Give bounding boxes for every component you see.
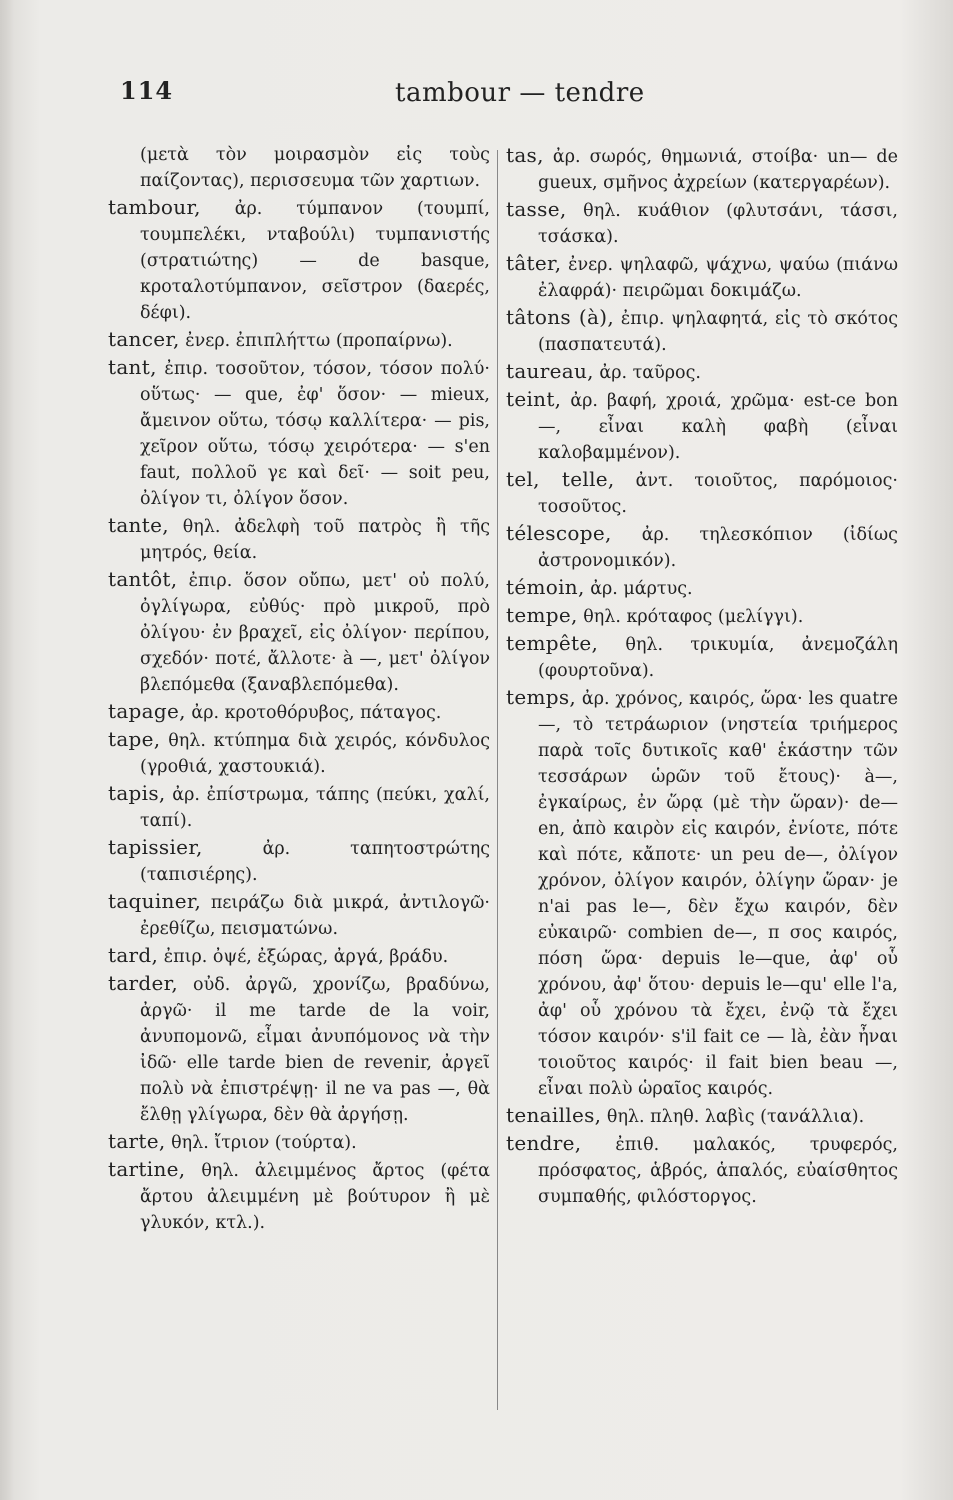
entry-definition: ἀρ. μάρτυς. bbox=[590, 579, 693, 599]
dictionary-entry bbox=[506, 1102, 898, 1130]
entry-headword: teint, bbox=[506, 387, 562, 411]
dictionary-entry bbox=[108, 942, 490, 970]
entry-definition: ἀρ. κροτοθόρυβος, πάταγος. bbox=[191, 703, 442, 723]
entry-headword: témoin, bbox=[506, 575, 585, 599]
entry-headword: tard, bbox=[108, 943, 159, 967]
page-number: 114 bbox=[120, 76, 174, 105]
dictionary-entry bbox=[108, 566, 490, 698]
dictionary-entry bbox=[108, 834, 490, 888]
entry-definition: ἐνερ. ἐπιπλήττω (προπαίρνω). bbox=[185, 331, 453, 351]
dictionary-entry bbox=[108, 512, 490, 566]
entry-headword: tartine, bbox=[108, 1157, 186, 1181]
entry-definition: ἀρ. σωρός, θημωνιά, στοίβα· un— de gueux, σμῆνος ἀχρείων (κατεργαρέων). bbox=[538, 147, 898, 193]
dictionary-entry bbox=[506, 142, 898, 196]
entry-headword: télescope, bbox=[506, 521, 612, 545]
dictionary-entry bbox=[506, 196, 898, 250]
entry-definition: ἐπιρ. ὀψέ, ἐξώρας, ἀργά, βράδυ. bbox=[163, 947, 449, 967]
entry-headword: taquiner, bbox=[108, 889, 202, 913]
entry-headword: tenailles, bbox=[506, 1103, 602, 1127]
entry-definition: ἀρ. ταῦρος. bbox=[599, 363, 701, 383]
dictionary-entry bbox=[506, 304, 898, 358]
entry-headword: tasse, bbox=[506, 197, 567, 221]
dictionary-entry bbox=[108, 1128, 490, 1156]
dictionary-entry bbox=[506, 602, 898, 630]
dictionary-entry bbox=[108, 780, 490, 834]
entry-definition: ἀντ. τοιοῦτος, παρόμοιος· τοσοῦτος. bbox=[538, 471, 898, 517]
entry-headword: tante, bbox=[108, 513, 169, 537]
entry-definition: ἀρ. τηλεσκόπιον (ἰδίως ἀστρονομικόν). bbox=[538, 525, 898, 571]
entry-definition: θηλ. ἀλειμμένος ἄρτος (φέτα ἄρτου ἀλειμμένη μὲ βούτυρον ἢ μὲ γλυκόν, κτλ.). bbox=[140, 1161, 490, 1233]
entry-headword: tant, bbox=[108, 355, 157, 379]
dictionary-entry bbox=[506, 684, 898, 1102]
entry-definition: ἐνερ. ψηλαφῶ, ψάχνω, ψαύω (πιάνω ἐλαφρά)· πειρῶμαι δοκιμάζω. bbox=[538, 255, 898, 301]
dictionary-entry bbox=[108, 888, 490, 942]
entry-headword: tempe, bbox=[506, 603, 578, 627]
right-column bbox=[506, 142, 898, 1210]
entry-definition: ἀρ. βαφή, χροιά, χρῶμα· est-ce bon —, εἶναι καλὴ φαβὴ (εἶναι καλοβαμμένον). bbox=[538, 391, 898, 463]
entry-headword: tarder, bbox=[108, 971, 178, 995]
page-fold-shadow bbox=[0, 0, 14, 1500]
dictionary-entry bbox=[506, 574, 898, 602]
dictionary-entry bbox=[108, 354, 490, 512]
entry-headword: taureau, bbox=[506, 359, 594, 383]
entry-headword: tancer, bbox=[108, 327, 180, 351]
entry-definition: θηλ. κτύπημα διὰ χειρός, κόνδυλος (γροθιά, χαστουκιά). bbox=[140, 731, 490, 777]
entry-definition: (μετὰ τὸν μοιρασμὸν εἰς τοὺς παίζοντας), περισσευμα τῶν χαρτιων. bbox=[140, 145, 490, 191]
entry-definition: ἀρ. ταπητοστρώτης (ταπισιέρης). bbox=[140, 839, 490, 885]
dictionary-entry bbox=[506, 520, 898, 574]
entry-headword: tas, bbox=[506, 143, 544, 167]
dictionary-entry bbox=[108, 326, 490, 354]
dictionary-entry bbox=[506, 386, 898, 466]
entry-definition: θηλ. ἀδελφὴ τοῦ πατρὸς ἢ τῆς μητρός, θεία. bbox=[140, 517, 490, 563]
dictionary-entry bbox=[506, 358, 898, 386]
entry-definition: ἐπιθ. μαλακός, τρυφερός, πρόσφατος, ἁβρός, ἁπαλός, εὐαίσθητος συμπαθής, φιλόστοργος. bbox=[538, 1135, 898, 1207]
left-column bbox=[108, 142, 490, 1236]
entry-headword: tapis, bbox=[108, 781, 166, 805]
entry-definition: ἐπιρ. ὅσον οὔπω, μετ' οὐ πολύ, ὀγλίγωρα, εὐθύς· πρὸ μικροῦ, πρὸ ὀλίγου· ἐν βραχεῖ, εἰς ὀλίγον· περίπου, σχεδόν· ποτέ, ἄλλοτε· à —, μετ' ὀλίγον βλεπόμεθα (ξαναβλεπόμεθα). bbox=[140, 571, 490, 695]
entry-definition: ἀρ. τύμπανον (τουμπί, τουμπελέκι, νταβούλι) τυμπανιστής (στρατιώτης) — de basque, κροταλοτύμπανον, σεῖστρον (δαερές, δέφι). bbox=[140, 199, 490, 323]
entry-headword: tape, bbox=[108, 727, 161, 751]
dictionary-entry bbox=[108, 194, 490, 326]
entry-headword: temps, bbox=[506, 685, 577, 709]
entry-definition: ἀρ. χρόνος, καιρός, ὥρα· les quatre—, τὸ τετράωριον (νηστεία τριήμερος παρὰ τοῖς δυτικοῖς καθ' ἑκάστην τῶν τεσσάρων ὡρῶν τοῦ ἔτους)· à—, ἐγκαίρως, ἐν ὥρᾳ (μὲ τὴν ὥραν)· de—en, ἀπὸ καιρὸν εἰς καιρόν, ἐνίοτε, πότε καὶ πότε, κἄποτε· un peu de—, ὀλίγον χρόνον, ὀλίγον καιρόν, ὀλίγην ὥραν· je n'ai pas le—, δὲν ἔχω καιρόν, δὲν εὐκαιρῶ· combien de—, π σος καιρός, πόση ὥρα· depuis le—que, ἀφ' οὗ χρόνου, ἀφ' ὅτου· depuis le—qu' elle l'a, ἀφ' οὗ χρόνου τὰ ἔχει, ἐνῷ τὰ ἔχει τόσον καιρόν· s'il fait ce — là, ἐὰν ἦναι τοιοῦτος καιρός· il fait bien beau —, εἶναι πολὺ ὡραῖος καιρός. bbox=[538, 689, 898, 1099]
dictionary-entry bbox=[506, 250, 898, 304]
entry-headword: tel, telle, bbox=[506, 467, 615, 491]
entry-headword: tendre, bbox=[506, 1131, 582, 1155]
entry-headword: tâter, bbox=[506, 251, 562, 275]
dictionary-entry bbox=[506, 1130, 898, 1210]
entry-definition: θηλ. πληθ. λαβὶς (τανάλλια). bbox=[606, 1107, 865, 1127]
dictionary-entry bbox=[108, 142, 490, 194]
entry-definition: ἐπιρ. ψηλαφητά, εἰς τὸ σκότος (πασπατευτά). bbox=[538, 309, 898, 355]
entry-definition: ἀρ. ἐπίστρωμα, τάπης (πεύκι, χαλί, ταπί). bbox=[140, 785, 490, 831]
dictionary-entry bbox=[506, 466, 898, 520]
entry-headword: tantôt, bbox=[108, 567, 178, 591]
dictionary-entry bbox=[108, 698, 490, 726]
dictionary-entry bbox=[108, 970, 490, 1128]
entry-headword: tapage, bbox=[108, 699, 186, 723]
dictionary-entry bbox=[108, 726, 490, 780]
entry-headword: tambour, bbox=[108, 195, 201, 219]
entry-headword: tâtons (à), bbox=[506, 305, 614, 329]
dictionary-entry bbox=[108, 1156, 490, 1236]
entry-definition: οὐδ. ἀργῶ, χρονίζω, βραδύνω, ἀργῶ· il me tarde de la voir, ἀνυπομονῶ, εἶμαι ἀνυπόμονος νὰ τὴν ἰδῶ· elle tarde bien de revenir, ἀργεῖ πολὺ νὰ ἐπιστρέψῃ· il ne va pas —, θὰ ἔλθῃ γλίγωρα, δὲν θὰ ἀργήσῃ. bbox=[140, 975, 490, 1125]
entry-definition: θηλ. κρόταφος (μελίγγι). bbox=[583, 607, 804, 627]
entry-definition: θηλ. κυάθιον (φλυτσάνι, τάσσι, τσάσκα). bbox=[538, 201, 898, 247]
entry-headword: tempête, bbox=[506, 631, 599, 655]
entry-headword: tarte, bbox=[108, 1129, 166, 1153]
entry-definition: πειράζω διὰ μικρά, ἀντιλογῶ· ἐρεθίζω, πεισματώνω. bbox=[140, 893, 490, 939]
dictionary-entry bbox=[506, 630, 898, 684]
entry-headword: tapissier, bbox=[108, 835, 203, 859]
entry-definition: θηλ. ἴτριον (τούρτα). bbox=[171, 1133, 357, 1153]
running-title: tambour — tendre bbox=[395, 78, 645, 108]
column-divider bbox=[497, 150, 498, 1410]
entry-definition: ἐπιρ. τοσοῦτον, τόσον, τόσον πολύ· οὕτως· — que, ἐφ' ὅσον· — mieux, ἄμεινον οὕτω, τόσῳ καλλίτερα· — pis, χεῖρον οὕτω, τόσῳ χειρότερα· — s'en faut, πολλοῦ γε καὶ δεῖ· — soit peu, ὀλίγον τι, ὀλίγον ὅσον. bbox=[140, 359, 490, 509]
entry-definition: θηλ. τρικυμία, ἀνεμοζάλη (φουρτοῦνα). bbox=[538, 635, 898, 681]
